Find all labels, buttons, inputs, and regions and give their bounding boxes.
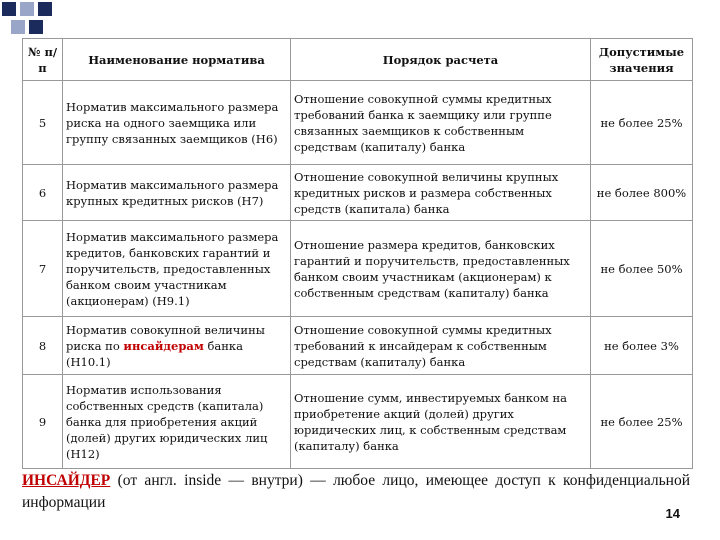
table-row <box>23 375 693 469</box>
row-num: 6 <box>23 165 63 221</box>
header-calc: Порядок расчета <box>291 39 591 81</box>
table-row <box>23 317 693 375</box>
table-row <box>23 165 693 221</box>
table-header-row <box>23 39 693 81</box>
table-row <box>23 81 693 165</box>
insider-highlight: инсайдерам <box>123 338 204 353</box>
row-calc: Отношение совокупной суммы кредитных требований к инсайдерам к собственным средствам (капиталу) банка <box>291 317 591 375</box>
row-name-part: банка (Н10.1) <box>66 338 243 369</box>
row-name: Норматив использования собственных средств (капитала) банка для приобретения акций (долей) других юридических лиц (Н12) <box>63 375 291 469</box>
row-name-part: Норматив совокупной величины риска по <box>66 322 265 353</box>
page-number: 14 <box>665 506 680 521</box>
row-name <box>63 317 291 375</box>
row-num: 9 <box>23 375 63 469</box>
normatives-table <box>22 38 693 469</box>
row-calc: Отношение совокупной величины крупных кредитных рисков и размера собственных средств (капитала) банка <box>291 165 591 221</box>
header-name: Наименование норматива <box>63 39 291 81</box>
table-row <box>23 221 693 317</box>
insider-term: ИНСАЙДЕР <box>22 472 111 489</box>
row-value: не более 25% <box>591 375 693 469</box>
insider-definition <box>22 470 690 514</box>
row-calc: Отношение совокупной суммы кредитных требований банка к заемщику или группе связанных заемщиков к собственным средствам (капиталу) банка <box>291 81 591 165</box>
row-value: не более 3% <box>591 317 693 375</box>
header-num: № п/п <box>23 39 63 81</box>
row-value: не более 50% <box>591 221 693 317</box>
row-num: 5 <box>23 81 63 165</box>
row-num: 7 <box>23 221 63 317</box>
row-value: не более 800% <box>591 165 693 221</box>
row-value: не более 25% <box>591 81 693 165</box>
row-name: Норматив максимального размера риска на одного заемщика или группу связанных заемщиков (Н6) <box>63 81 291 165</box>
header-value: Допустимые значения <box>591 39 693 81</box>
row-num: 8 <box>23 317 63 375</box>
row-name: Норматив максимального размера кредитов, банковских гарантий и поручительств, предоставленных банком своим участникам (акционерам) (Н9.1) <box>63 221 291 317</box>
row-calc: Отношение размера кредитов, банковских гарантий и поручительств, предоставленных банком своим участникам (акционерам) к собственным средствам (капиталу) банка <box>291 221 591 317</box>
row-name: Норматив максимального размера крупных кредитных рисков (Н7) <box>63 165 291 221</box>
insider-definition-text: (от англ. inside — внутри) — любое лицо, имеющее доступ к конфиденциальной информации <box>22 472 690 511</box>
row-calc: Отношение сумм, инвестируемых банком на приобретение акций (долей) других юридических лиц, к собственным средствам (капиталу) банка <box>291 375 591 469</box>
